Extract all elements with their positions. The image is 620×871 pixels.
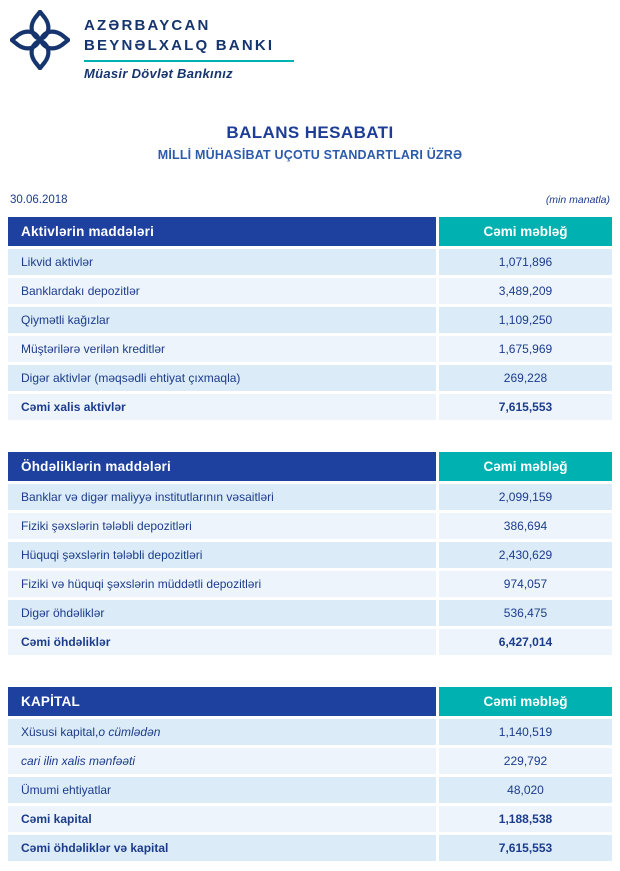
- row-label: Banklardakı depozitlər: [8, 278, 436, 304]
- row-label: Fiziki və hüquqi şəxslərin müddətli depozitləri: [8, 571, 436, 597]
- row-value: 229,792: [439, 748, 612, 774]
- row-value: 536,475: [439, 600, 612, 626]
- row-label: Banklar və digər maliyyə institutlarının vəsaitləri: [8, 484, 436, 510]
- bank-logo-icon: [10, 10, 70, 70]
- table-row: [8, 571, 612, 597]
- report-date: 30.06.2018: [10, 194, 68, 206]
- row-label: Müştərilərə verilən kreditlər: [8, 336, 436, 362]
- row-value: 974,057: [439, 571, 612, 597]
- liabilities-table-header: [8, 452, 612, 481]
- tagline-divider: [84, 60, 294, 62]
- table-header-label: Aktivlərin maddələri: [8, 217, 436, 246]
- row-label-text: Xüsusi kapital,: [21, 725, 99, 739]
- row-value: 1,140,519: [439, 719, 612, 745]
- table-row: [8, 249, 612, 275]
- table-total-row: [8, 629, 612, 655]
- row-label: Digər aktivlər (məqsədli ehtiyat çıxmaqla): [8, 365, 436, 391]
- row-value: 269,228: [439, 365, 612, 391]
- table-row: [8, 719, 612, 745]
- row-value: 7,615,553: [439, 835, 612, 861]
- unit-note: (min manatla): [545, 194, 610, 206]
- table-row: [8, 307, 612, 333]
- row-label: Cəmi kapital: [8, 806, 436, 832]
- liabilities-table: [8, 452, 612, 655]
- bank-name: [84, 16, 294, 55]
- row-label: Hüquqi şəxslərin tələbli depozitləri: [8, 542, 436, 568]
- bank-name-line1: AZƏRBAYCAN: [84, 17, 211, 34]
- bank-identity: [84, 10, 294, 81]
- assets-table: [8, 217, 612, 420]
- table-header-amount: Cəmi məbləğ: [439, 217, 612, 246]
- table-header-amount: Cəmi məbləğ: [439, 452, 612, 481]
- table-row: [8, 777, 612, 803]
- row-label: cari ilin xalis mənfəəti: [8, 748, 436, 774]
- page-title: BALANS HESABATI: [226, 123, 394, 142]
- table-header-label: KAPİTAL: [8, 687, 436, 716]
- row-value: 1,071,896: [439, 249, 612, 275]
- row-label: Qiymətli kağızlar: [8, 307, 436, 333]
- row-label: Cəmi öhdəliklər: [8, 629, 436, 655]
- row-value: 2,099,159: [439, 484, 612, 510]
- row-value: 3,489,209: [439, 278, 612, 304]
- table-header-amount: Cəmi məbləğ: [439, 687, 612, 716]
- page-subtitle: MİLLİ MÜHASİBAT UÇOTU STANDARTLARI ÜZRƏ: [157, 148, 463, 162]
- row-value: 7,615,553: [439, 394, 612, 420]
- row-label: Ümumi ehtiyatlar: [8, 777, 436, 803]
- row-value: 386,694: [439, 513, 612, 539]
- row-label: [8, 719, 436, 745]
- capital-table: [8, 687, 612, 861]
- row-label: Likvid aktivlər: [8, 249, 436, 275]
- table-row: [8, 600, 612, 626]
- row-value: 1,188,538: [439, 806, 612, 832]
- assets-table-header: [8, 217, 612, 246]
- table-row: [8, 542, 612, 568]
- bank-name-line2: BEYNƏLXALQ BANKI: [84, 36, 275, 54]
- table-row: [8, 484, 612, 510]
- table-row: [8, 748, 612, 774]
- row-value: 1,675,969: [439, 336, 612, 362]
- table-row: [8, 365, 612, 391]
- row-label: Cəmi öhdəliklər və kapital: [8, 835, 436, 861]
- row-value: 48,020: [439, 777, 612, 803]
- row-label: Digər öhdəliklər: [8, 600, 436, 626]
- table-header-label: Öhdəliklərin maddələri: [8, 452, 436, 481]
- table-total-row: [8, 806, 612, 832]
- table-total-row: [8, 835, 612, 861]
- row-label: Fiziki şəxslərin tələbli depozitləri: [8, 513, 436, 539]
- row-value: 2,430,629: [439, 542, 612, 568]
- table-row: [8, 336, 612, 362]
- table-row: [8, 513, 612, 539]
- row-label: Cəmi xalis aktivlər: [8, 394, 436, 420]
- table-total-row: [8, 394, 612, 420]
- table-row: [8, 278, 612, 304]
- capital-table-header: [8, 687, 612, 716]
- row-label-italic-text: o cümlədən: [98, 725, 161, 739]
- bank-letterhead: [8, 8, 612, 81]
- row-value: 6,427,014: [439, 629, 612, 655]
- meta-row: [8, 194, 612, 206]
- bank-tagline: Müasir Dövlət Bankınız: [84, 66, 233, 81]
- row-value: 1,109,250: [439, 307, 612, 333]
